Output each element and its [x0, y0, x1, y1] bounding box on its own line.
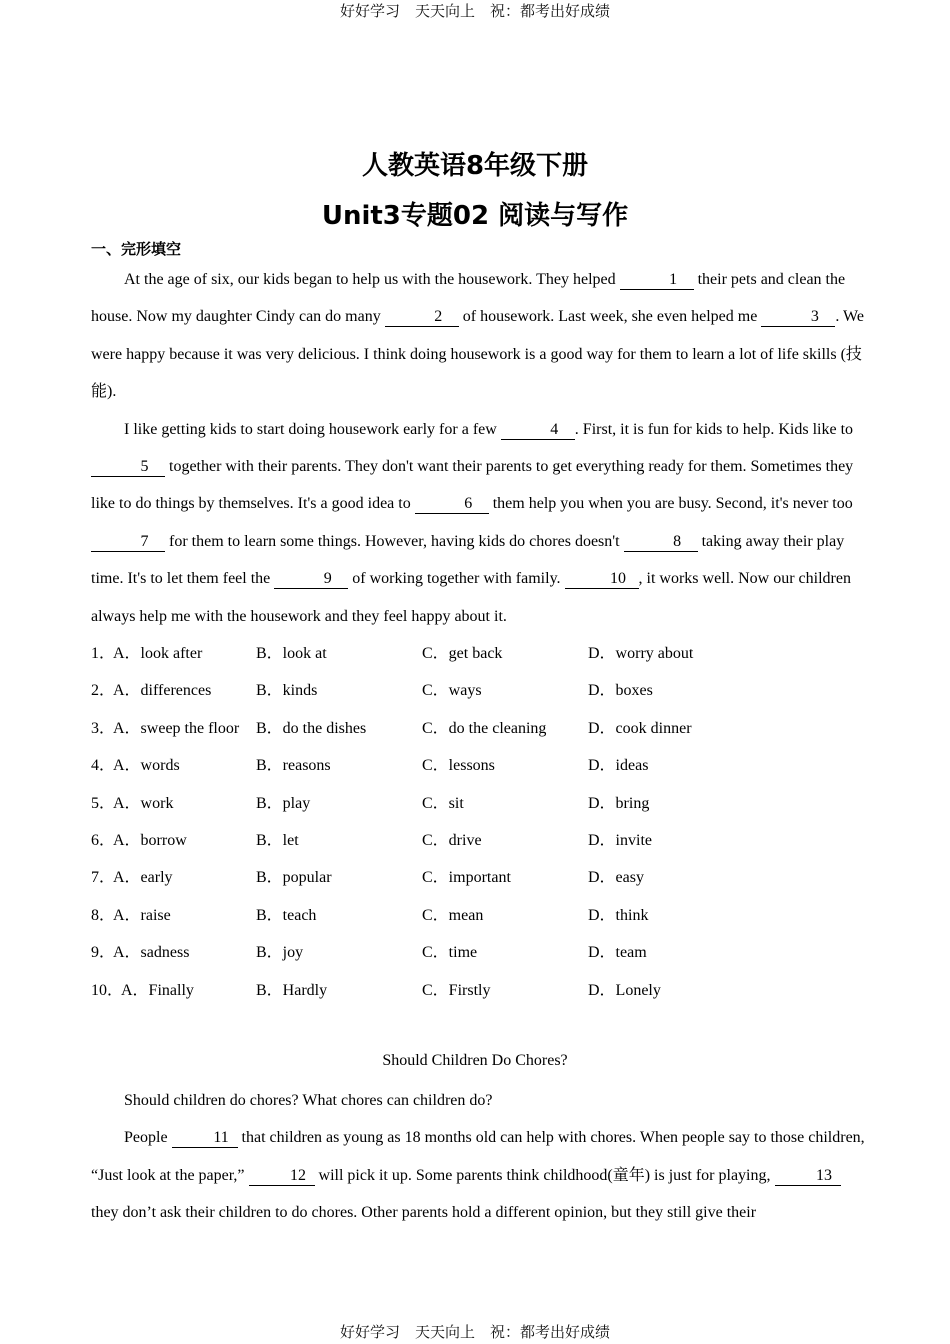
question-row [91, 972, 866, 1009]
option-c[interactable]: C．drive [422, 831, 482, 849]
option-d[interactable]: D．team [588, 944, 647, 962]
option-a[interactable]: A．work [113, 794, 174, 812]
question-row [91, 635, 866, 672]
text-run: them help you when you are busy. Second, it's never too [488, 495, 853, 513]
question-number: 2． [91, 682, 116, 700]
reading-paragraph-1: Should children do chores? What chores can children do? [124, 1092, 493, 1109]
question-row [91, 934, 866, 971]
blank-9: 9 [274, 570, 348, 589]
text-run: taking away their play time. It's to let them feel the [91, 532, 845, 588]
option-a[interactable]: A．look after [113, 645, 203, 662]
document-title: 人教英语8年级下册 [361, 151, 589, 181]
question-number: 7． [91, 869, 116, 887]
option-d[interactable]: D．Lonely [588, 981, 661, 999]
question-number: 1． [91, 645, 116, 662]
cloze-paragraph-1 [91, 261, 866, 411]
question-number: 5． [91, 794, 116, 812]
option-b[interactable]: B．popular [256, 869, 332, 887]
text-run: At the age of six, our kids began to help us with the housework. They helped [124, 271, 620, 288]
blank-4: 4 [501, 421, 575, 440]
option-c[interactable]: C．lessons [422, 757, 495, 775]
blank-13: 13 [775, 1167, 841, 1186]
option-b[interactable]: B．play [256, 794, 311, 812]
text-run: together with their parents. They don't want their parents to get everything ready for them. Sometimes they like to do things by themselves. It's a good idea to [91, 458, 854, 513]
option-d[interactable]: D．ideas [588, 757, 649, 775]
option-a[interactable]: A．words [113, 757, 180, 775]
text-run: will pick it up. Some parents think childhood(童年) is just for playing, [314, 1166, 775, 1184]
text-run: People [124, 1129, 172, 1147]
option-d[interactable]: D．worry about [588, 645, 694, 662]
option-b[interactable]: B．do the dishes [256, 719, 367, 737]
option-d[interactable]: D．easy [588, 869, 644, 887]
blank-2: 2 [385, 308, 459, 327]
option-b[interactable]: B．kinds [256, 682, 318, 700]
blank-6: 6 [415, 495, 489, 514]
text-run: that children as young as 18 months old can help with chores. When people say to those children, “Just look at the paper,” [91, 1129, 865, 1184]
option-d[interactable]: D．think [588, 906, 649, 924]
option-d[interactable]: D．boxes [588, 682, 653, 700]
blank-12: 12 [249, 1167, 315, 1186]
option-c[interactable]: C．important [422, 869, 511, 887]
question-number: 6． [91, 831, 116, 849]
cloze-paragraph-2 [91, 411, 866, 635]
option-a[interactable]: A．borrow [113, 831, 187, 849]
question-row [91, 785, 866, 822]
option-c[interactable]: C．do the cleaning [422, 719, 547, 737]
text-run: . First, it is fun for kids to help. Kids like to [574, 420, 854, 438]
document-subtitle: Unit3专题02 阅读与写作 [321, 201, 629, 231]
option-a[interactable]: A．sadness [113, 944, 190, 962]
question-number: 8． [91, 906, 116, 924]
question-number: 9． [91, 944, 116, 962]
blank-10: 10 [565, 570, 639, 589]
text-run: . We were happy because it was very delicious. I think doing housework is a good way for them to learn a lot of life skills (技能). [91, 308, 864, 401]
option-b[interactable]: B．Hardly [256, 981, 328, 999]
blank-11: 11 [172, 1129, 238, 1148]
blank-1: 1 [620, 271, 694, 290]
question-row [91, 859, 866, 896]
question-row [91, 747, 866, 784]
question-row [91, 672, 866, 709]
answer-options [91, 635, 866, 1009]
option-c[interactable]: C．time [422, 944, 478, 962]
blank-3: 3 [761, 308, 835, 327]
text-run: of working together with family. [348, 570, 565, 588]
option-c[interactable]: C．sit [422, 794, 464, 812]
page-footer: 好好学习 天天向上 祝：都考出好成绩 [339, 1323, 610, 1341]
text-run: , it works well. Now our children always help me with the housework and they feel happy about it. [91, 570, 851, 625]
text-run: their pets and clean the house. Now my daughter Cindy can do many [91, 271, 846, 326]
option-c[interactable]: C．ways [422, 682, 482, 700]
option-c[interactable]: C．Firstly [422, 981, 491, 999]
text-run: they don’t ask their children to do chores. Other parents hold a different opinion, but they still give their [91, 1204, 757, 1222]
question-row [91, 710, 866, 747]
reading-paragraph-2 [91, 1119, 866, 1231]
text-run: I like getting kids to start doing housework early for a few [124, 420, 501, 438]
passage-title: Should Children Do Chores? [382, 1052, 568, 1069]
question-number: 4． [91, 757, 116, 775]
option-a[interactable]: A．sweep the floor [113, 719, 240, 737]
option-d[interactable]: D．invite [588, 831, 652, 849]
blank-5: 5 [91, 458, 165, 477]
page-header: 好好学习 天天向上 祝：都考出好成绩 [339, 2, 610, 20]
question-number: 3． [91, 719, 116, 737]
question-number: 10． [91, 981, 124, 999]
option-d[interactable]: D．cook dinner [588, 719, 692, 737]
option-a[interactable]: A．differences [113, 682, 212, 700]
blank-8: 8 [624, 533, 698, 552]
option-b[interactable]: B．joy [256, 944, 304, 962]
blank-7: 7 [91, 533, 165, 552]
option-b[interactable]: B．let [256, 831, 299, 849]
option-c[interactable]: C．mean [422, 906, 484, 924]
question-row [91, 822, 866, 859]
question-row [91, 897, 866, 934]
option-b[interactable]: B．look at [256, 645, 327, 662]
option-b[interactable]: B．teach [256, 906, 317, 924]
option-a[interactable]: A．raise [113, 906, 171, 924]
text-run: of housework. Last week, she even helped me [458, 308, 762, 326]
cloze-passage [91, 261, 866, 635]
option-a[interactable]: A．Finally [121, 981, 194, 999]
option-b[interactable]: B．reasons [256, 757, 331, 775]
option-c[interactable]: C．get back [422, 645, 503, 662]
option-d[interactable]: D．bring [588, 794, 650, 812]
option-a[interactable]: A．early [113, 869, 173, 887]
section-heading-cloze: 一、完形填空 [91, 240, 182, 258]
text-run: for them to learn some things. However, having kids do chores doesn't [165, 532, 624, 550]
reading-passage [91, 1082, 866, 1232]
